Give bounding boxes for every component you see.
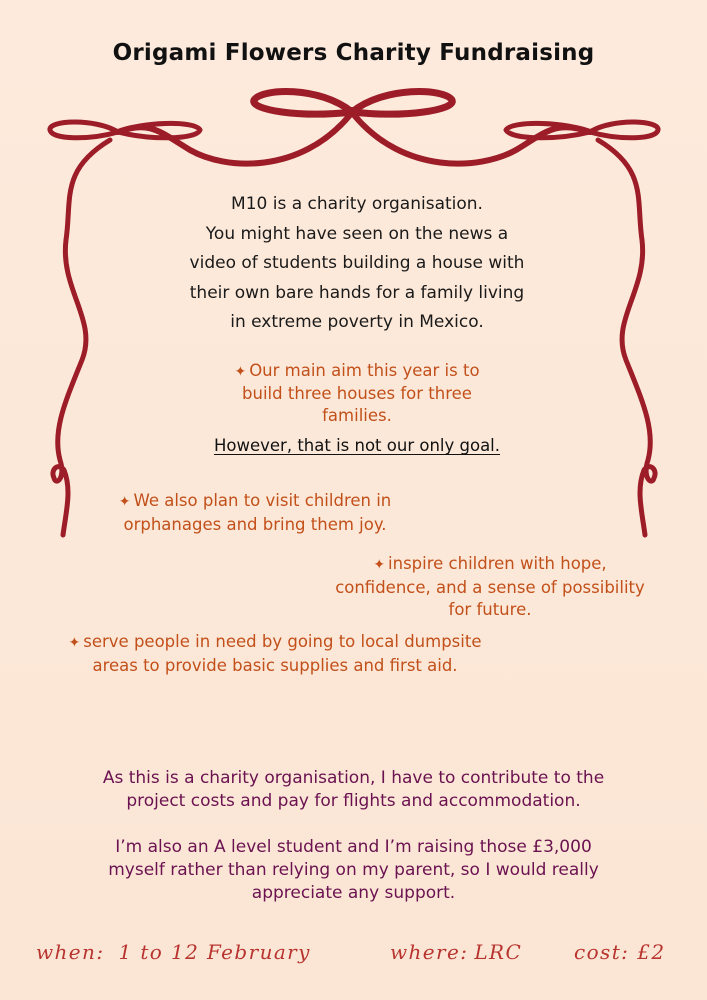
cost-value: £2: [637, 940, 666, 964]
sparkle-icon: ✦: [118, 494, 131, 510]
goal-note: [150, 435, 564, 457]
when-value: 1 to 12 February: [118, 940, 311, 964]
event-when: [36, 940, 311, 964]
cost-label: cost:: [574, 940, 630, 964]
intro-paragraph: [150, 190, 564, 338]
sparkle-icon: ✦: [234, 364, 247, 380]
contribution-paragraph-costs: [40, 767, 667, 813]
bullet-line: for future.: [448, 600, 532, 619]
contribution-line: myself rather than relying on my parent, so I would really: [108, 860, 599, 880]
bullet-line: areas to provide basic supplies and first aid.: [92, 655, 458, 675]
bullet-inspire-children: [300, 553, 680, 622]
intro-line: You might have seen on the news a: [205, 223, 509, 244]
intro-line: in extreme poverty in Mexico.: [230, 312, 484, 332]
contribution-paragraph-student: [40, 836, 667, 905]
bullet-line: inspire children with hope,: [388, 554, 607, 573]
bow-right-loop: [352, 91, 452, 114]
aim-line: families.: [322, 406, 392, 425]
ribbon-left-side: [53, 140, 110, 535]
aim-line: Our main aim this year is to: [249, 361, 480, 380]
contribution-line: I’m also an A level student and I’m raising those £3,000: [115, 837, 592, 857]
event-cost: [574, 940, 666, 964]
event-where: [390, 940, 522, 964]
where-label: where:: [390, 940, 469, 964]
sparkle-icon: ✦: [373, 557, 386, 573]
sparkle-icon: ✦: [68, 635, 81, 651]
goal-note-text: However, that is not our only goal.: [213, 436, 501, 455]
bow-left-loop: [254, 91, 352, 114]
corner-bow-left: [50, 122, 200, 138]
contribution-line: appreciate any support.: [251, 883, 456, 903]
contribution-text: [40, 767, 667, 905]
when-label: when:: [36, 940, 105, 964]
event-details-footer: [0, 940, 707, 974]
intro-line: their own bare hands for a family living: [189, 282, 525, 303]
intro-line: video of students building a house with: [189, 253, 525, 273]
bullet-line: confidence, and a sense of possibility: [335, 577, 645, 597]
bullet-serve-people: [20, 631, 530, 677]
contribution-line: As this is a charity organisation, I have to contribute to the: [102, 768, 605, 788]
aim-line: build three houses for three: [242, 384, 472, 403]
bullet-visit-orphanages: [60, 490, 450, 536]
contribution-line: project costs and pay for flights and accommodation.: [126, 791, 581, 811]
bullet-line: serve people in need by going to local dumpsite: [83, 632, 482, 651]
bullet-line: orphanages and bring them joy.: [123, 514, 387, 534]
corner-bow-right: [506, 122, 658, 138]
bullet-line: We also plan to visit children in: [133, 491, 392, 510]
where-value: LRC: [474, 940, 523, 964]
intro-line: M10 is a charity organisation.: [231, 194, 483, 214]
page-title: Origami Flowers Charity Fundraising: [112, 40, 595, 66]
ribbon-right-side: [598, 140, 655, 535]
main-aim: [190, 360, 524, 427]
